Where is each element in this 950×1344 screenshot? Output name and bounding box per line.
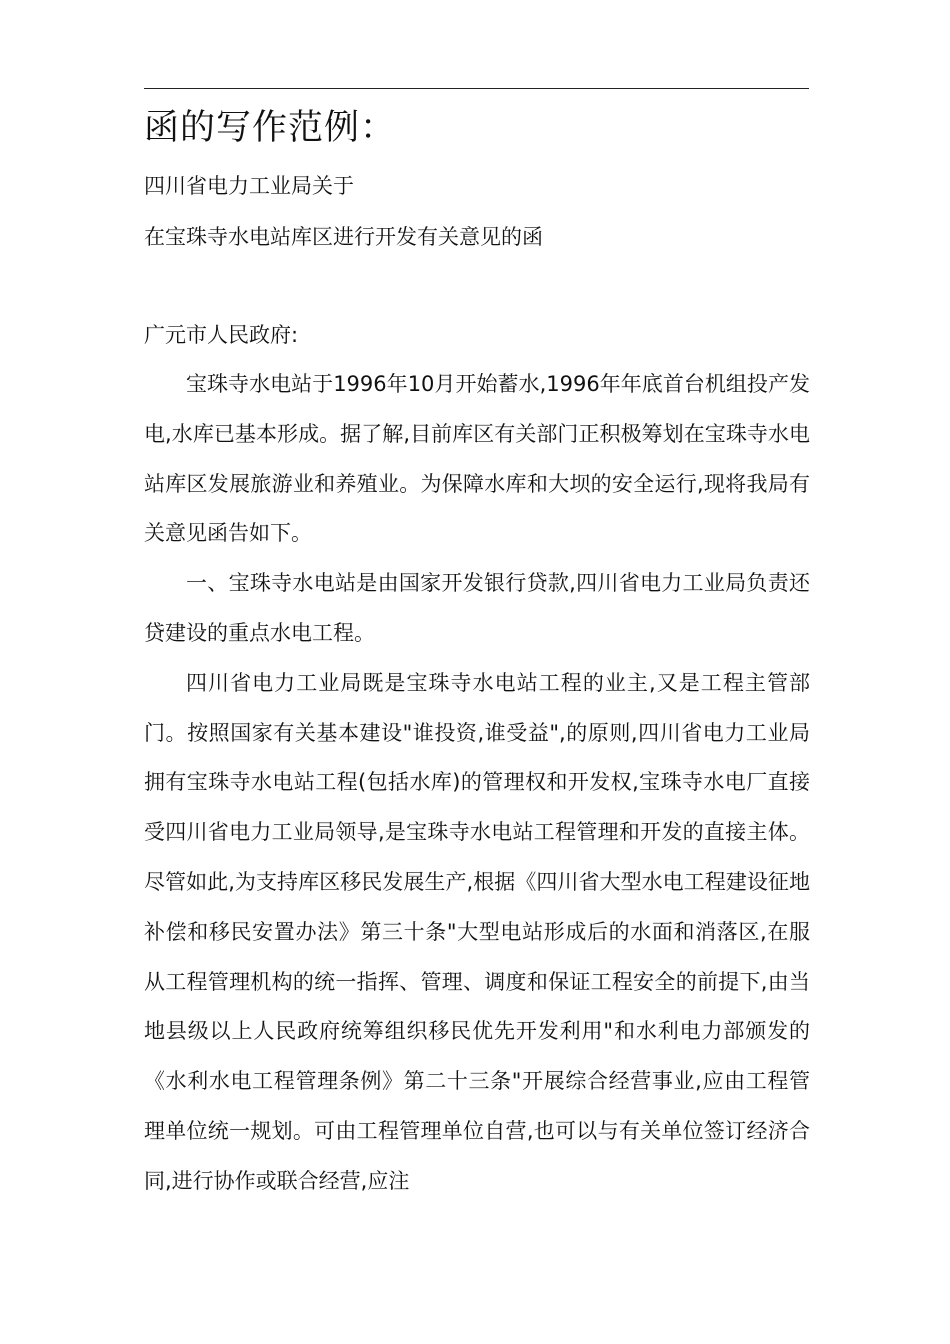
body-paragraph-1: 宝珠寺水电站于1996年10月开始蓄水,1996年年底首台机组投产发电,水库已基本形成。据了解,目前库区有关部门正积极筹划在宝珠寺水电站库区发展旅游业和养殖业。为保障水库和大坝的安全运行,现将我局有关意见函告如下。 bbox=[144, 372, 810, 546]
letter-body bbox=[144, 360, 810, 1207]
document-heading: 函的写作范例： bbox=[144, 108, 397, 148]
header-rule bbox=[144, 88, 809, 89]
body-paragraph-3: 四川省电力工业局既是宝珠寺水电站工程的业主,又是工程主管部门。按照国家有关基本建设"谁投资,谁受益",的原则,四川省电力工业局拥有宝珠寺水电站工程(包括水库)的管理权和开发权,宝珠寺水电厂直接受四川省电力工业局领导,是宝珠寺水电站工程管理和开发的直接主体。尽管如此,为支持库区移民发展生产,根据《四川省大型水电工程建设征地补偿和移民安置办法》第三十条"大型电站形成后的水面和消落区,在服从工程管理机构的统一指挥、管理、调度和保证工程安全的前提下,由当地县级以上人民政府统筹组织移民优先开发利用"和水利电力部颁发的《水利水电工程管理条例》第二十三条"开展综合经营事业,应由工程管理单位统一规划。可由工程管理单位自营,也可以与有关单位签订经济合同,进行协作或联合经营,应注 bbox=[144, 670, 810, 1193]
subject-line-1: 四川省电力工业局关于 bbox=[144, 174, 354, 198]
addressee: 广元市人民政府: bbox=[144, 323, 299, 347]
subject-line-2: 在宝珠寺水电站库区进行开发有关意见的函 bbox=[144, 225, 543, 249]
body-paragraph-2: 一、宝珠寺水电站是由国家开发银行贷款,四川省电力工业局负责还贷建设的重点水电工程。 bbox=[144, 571, 810, 645]
